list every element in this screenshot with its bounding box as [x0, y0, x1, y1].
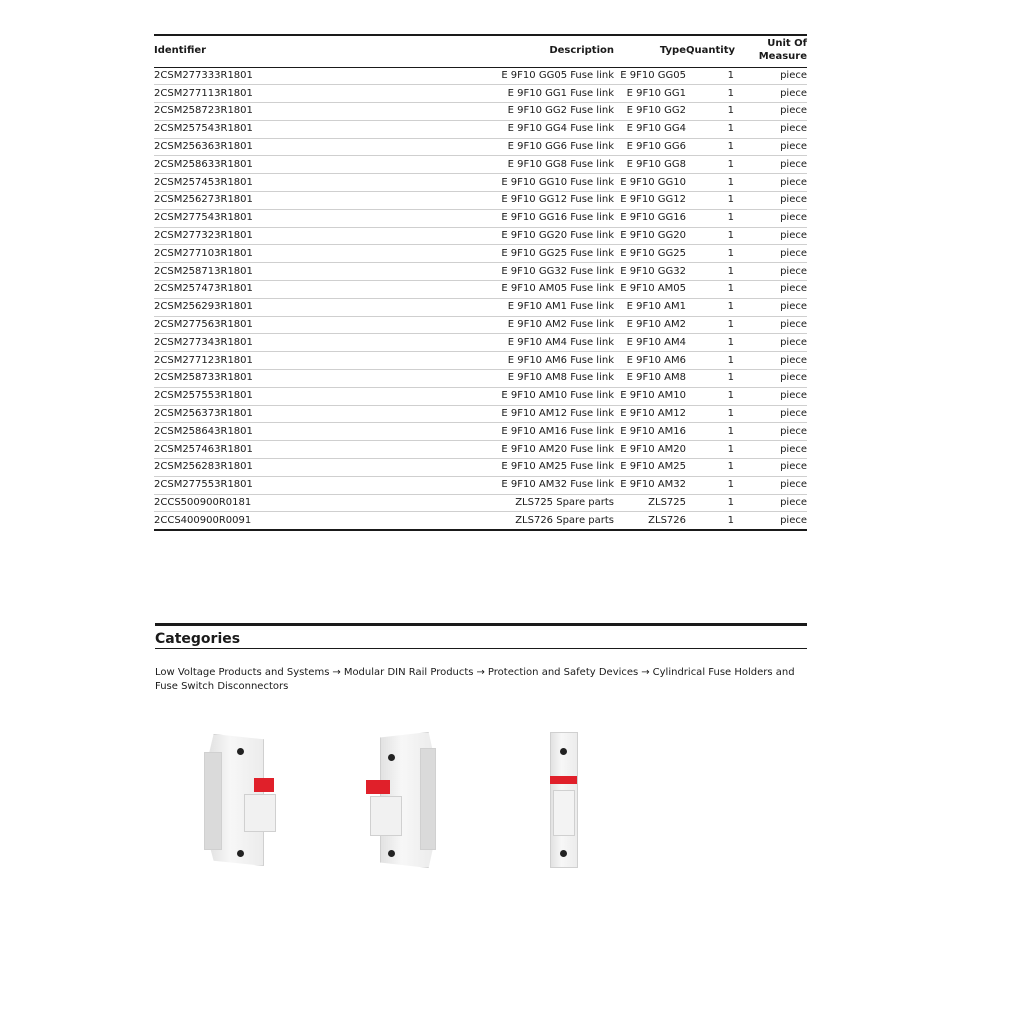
cell-unit: piece — [734, 156, 807, 174]
cell-unit: piece — [734, 263, 807, 281]
cell-unit: piece — [734, 120, 807, 138]
breadcrumb-separator: → — [332, 667, 341, 678]
cell-description: E 9F10 GG16 Fuse link — [414, 209, 614, 227]
cell-description: E 9F10 GG25 Fuse link — [414, 245, 614, 263]
cell-description: E 9F10 AM32 Fuse link — [414, 476, 614, 494]
table-row — [154, 245, 807, 263]
cell-description: E 9F10 AM12 Fuse link — [414, 405, 614, 423]
cell-identifier: 2CSM277103R1801 — [154, 245, 414, 263]
breadcrumb-separator: → — [641, 667, 650, 678]
cell-quantity: 1 — [686, 512, 734, 530]
cell-quantity: 1 — [686, 387, 734, 405]
parts-table — [154, 34, 807, 531]
cell-unit: piece — [734, 441, 807, 459]
cell-description: E 9F10 AM16 Fuse link — [414, 423, 614, 441]
header-unit-of-measure — [734, 35, 807, 67]
table-row — [154, 192, 807, 210]
cell-identifier: 2CSM258713R1801 — [154, 263, 414, 281]
cell-identifier: 2CSM277343R1801 — [154, 334, 414, 352]
cell-quantity: 1 — [686, 67, 734, 85]
cell-identifier: 2CSM277563R1801 — [154, 316, 414, 334]
cell-unit: piece — [734, 494, 807, 512]
cell-unit: piece — [734, 192, 807, 210]
cell-quantity: 1 — [686, 405, 734, 423]
cell-description: E 9F10 GG12 Fuse link — [414, 192, 614, 210]
header-description: Description — [549, 44, 614, 56]
table-row — [154, 459, 807, 477]
cell-unit: piece — [734, 103, 807, 121]
cell-type: ZLS726 — [614, 512, 686, 530]
cell-identifier: 2CCS400900R0091 — [154, 512, 414, 530]
cell-identifier: 2CSM257543R1801 — [154, 120, 414, 138]
cell-type: E 9F10 AM05 — [614, 281, 686, 299]
table-row — [154, 370, 807, 388]
cell-unit: piece — [734, 138, 807, 156]
cell-quantity: 1 — [686, 209, 734, 227]
table-row — [154, 352, 807, 370]
cell-unit: piece — [734, 281, 807, 299]
cell-type: E 9F10 GG32 — [614, 263, 686, 281]
cell-description: E 9F10 AM1 Fuse link — [414, 298, 614, 316]
cell-unit: piece — [734, 423, 807, 441]
cell-quantity: 1 — [686, 298, 734, 316]
table-row — [154, 156, 807, 174]
cell-quantity: 1 — [686, 263, 734, 281]
cell-unit: piece — [734, 334, 807, 352]
fuse-holder-side-icon — [366, 728, 436, 870]
cell-description: E 9F10 AM10 Fuse link — [414, 387, 614, 405]
cell-unit: piece — [734, 512, 807, 530]
table-row — [154, 103, 807, 121]
cell-type: E 9F10 AM20 — [614, 441, 686, 459]
cell-identifier: 2CSM258723R1801 — [154, 103, 414, 121]
breadcrumb-modular-din-rail[interactable]: Modular DIN Rail Products — [343, 667, 474, 678]
cell-type: E 9F10 GG05 — [614, 67, 686, 85]
cell-quantity: 1 — [686, 352, 734, 370]
table-row — [154, 298, 807, 316]
table-row — [154, 85, 807, 103]
cell-identifier: 2CSM256363R1801 — [154, 138, 414, 156]
cell-quantity: 1 — [686, 245, 734, 263]
table-row — [154, 405, 807, 423]
cell-identifier: 2CSM277333R1801 — [154, 67, 414, 85]
cell-type: E 9F10 AM16 — [614, 423, 686, 441]
cell-identifier: 2CSM256293R1801 — [154, 298, 414, 316]
cell-type: E 9F10 GG6 — [614, 138, 686, 156]
cell-type: E 9F10 AM6 — [614, 352, 686, 370]
table-row — [154, 263, 807, 281]
cell-type: ZLS725 — [614, 494, 686, 512]
cell-unit: piece — [734, 405, 807, 423]
cell-unit: piece — [734, 209, 807, 227]
cell-identifier: 2CSM256283R1801 — [154, 459, 414, 477]
cell-identifier: 2CSM257453R1801 — [154, 174, 414, 192]
table-row — [154, 227, 807, 245]
cell-description: ZLS726 Spare parts — [414, 512, 614, 530]
table-row — [154, 334, 807, 352]
table-row — [154, 209, 807, 227]
cell-identifier: 2CCS500900R0181 — [154, 494, 414, 512]
header-unit-line1: Unit Of — [767, 38, 807, 50]
cell-quantity: 1 — [686, 459, 734, 477]
table-row — [154, 441, 807, 459]
table-row — [154, 120, 807, 138]
cell-type: E 9F10 AM2 — [614, 316, 686, 334]
cell-unit: piece — [734, 316, 807, 334]
header-identifier: Identifier — [154, 44, 207, 56]
cell-description: E 9F10 GG20 Fuse link — [414, 227, 614, 245]
fuse-holder-narrow-icon — [550, 728, 578, 870]
table-row — [154, 174, 807, 192]
cell-type: E 9F10 AM12 — [614, 405, 686, 423]
cell-type: E 9F10 AM25 — [614, 459, 686, 477]
categories-heading-bar — [155, 623, 807, 649]
cell-quantity: 1 — [686, 120, 734, 138]
cell-type: E 9F10 GG1 — [614, 85, 686, 103]
header-type: Type — [659, 44, 686, 56]
breadcrumb-separator: → — [476, 667, 485, 678]
cell-unit: piece — [734, 85, 807, 103]
cell-identifier: 2CSM277323R1801 — [154, 227, 414, 245]
cell-unit: piece — [734, 67, 807, 85]
table-row — [154, 138, 807, 156]
cell-type: E 9F10 AM32 — [614, 476, 686, 494]
cell-quantity: 1 — [686, 423, 734, 441]
cell-type: E 9F10 GG16 — [614, 209, 686, 227]
cell-type: E 9F10 AM4 — [614, 334, 686, 352]
cell-identifier: 2CSM258643R1801 — [154, 423, 414, 441]
breadcrumb-protection-safety[interactable]: Protection and Safety Devices — [487, 667, 639, 678]
table-row — [154, 67, 807, 85]
cell-unit: piece — [734, 352, 807, 370]
cell-quantity: 1 — [686, 441, 734, 459]
cell-description: E 9F10 GG32 Fuse link — [414, 263, 614, 281]
table-row — [154, 316, 807, 334]
cell-quantity: 1 — [686, 281, 734, 299]
cell-quantity: 1 — [686, 85, 734, 103]
cell-type: E 9F10 GG20 — [614, 227, 686, 245]
cell-type: E 9F10 AM8 — [614, 370, 686, 388]
cell-description: E 9F10 AM8 Fuse link — [414, 370, 614, 388]
table-body — [154, 67, 807, 530]
table-row — [154, 387, 807, 405]
cell-description: E 9F10 GG1 Fuse link — [414, 85, 614, 103]
cell-quantity: 1 — [686, 316, 734, 334]
cell-description: E 9F10 AM2 Fuse link — [414, 316, 614, 334]
cell-unit: piece — [734, 476, 807, 494]
cell-description: E 9F10 GG05 Fuse link — [414, 67, 614, 85]
cell-description: ZLS725 Spare parts — [414, 494, 614, 512]
cell-quantity: 1 — [686, 494, 734, 512]
fuse-holder-front-icon — [204, 728, 276, 870]
cell-identifier: 2CSM277553R1801 — [154, 476, 414, 494]
cell-description: E 9F10 AM4 Fuse link — [414, 334, 614, 352]
cell-quantity: 1 — [686, 174, 734, 192]
cell-type: E 9F10 GG12 — [614, 192, 686, 210]
cell-description: E 9F10 GG6 Fuse link — [414, 138, 614, 156]
breadcrumb-cylindrical-fuse-holders[interactable]: Cylindrical Fuse Holders and Fuse Switch Disconnectors — [155, 667, 795, 692]
cell-quantity: 1 — [686, 192, 734, 210]
table-row — [154, 512, 807, 530]
cell-type: E 9F10 GG10 — [614, 174, 686, 192]
cell-identifier: 2CSM277113R1801 — [154, 85, 414, 103]
cell-description: E 9F10 GG10 Fuse link — [414, 174, 614, 192]
header-unit-line2: Measure — [758, 51, 807, 63]
cell-type: E 9F10 GG4 — [614, 120, 686, 138]
cell-description: E 9F10 AM05 Fuse link — [414, 281, 614, 299]
cell-unit: piece — [734, 174, 807, 192]
table-row — [154, 476, 807, 494]
cell-identifier: 2CSM257463R1801 — [154, 441, 414, 459]
cell-unit: piece — [734, 245, 807, 263]
cell-description: E 9F10 AM6 Fuse link — [414, 352, 614, 370]
category-breadcrumb — [155, 666, 807, 694]
categories-heading: Categories — [155, 631, 241, 647]
cell-description: E 9F10 GG2 Fuse link — [414, 103, 614, 121]
cell-description: E 9F10 AM25 Fuse link — [414, 459, 614, 477]
cell-type: E 9F10 AM10 — [614, 387, 686, 405]
cell-unit: piece — [734, 298, 807, 316]
cell-unit: piece — [734, 459, 807, 477]
table-row — [154, 494, 807, 512]
cell-quantity: 1 — [686, 156, 734, 174]
cell-identifier: 2CSM258733R1801 — [154, 370, 414, 388]
cell-quantity: 1 — [686, 138, 734, 156]
table-header-row — [154, 35, 807, 67]
cell-type: E 9F10 GG8 — [614, 156, 686, 174]
cell-identifier: 2CSM277543R1801 — [154, 209, 414, 227]
cell-identifier: 2CSM256373R1801 — [154, 405, 414, 423]
cell-quantity: 1 — [686, 476, 734, 494]
breadcrumb-low-voltage[interactable]: Low Voltage Products and Systems — [155, 667, 330, 678]
cell-unit: piece — [734, 370, 807, 388]
header-quantity: Quantity — [686, 44, 735, 56]
cell-type: E 9F10 GG2 — [614, 103, 686, 121]
cell-description: E 9F10 GG4 Fuse link — [414, 120, 614, 138]
cell-description: E 9F10 AM20 Fuse link — [414, 441, 614, 459]
cell-description: E 9F10 GG8 Fuse link — [414, 156, 614, 174]
cell-type: E 9F10 GG25 — [614, 245, 686, 263]
cell-identifier: 2CSM277123R1801 — [154, 352, 414, 370]
cell-type: E 9F10 AM1 — [614, 298, 686, 316]
cell-quantity: 1 — [686, 370, 734, 388]
cell-identifier: 2CSM258633R1801 — [154, 156, 414, 174]
cell-identifier: 2CSM257473R1801 — [154, 281, 414, 299]
cell-identifier: 2CSM257553R1801 — [154, 387, 414, 405]
table-row — [154, 281, 807, 299]
cell-identifier: 2CSM256273R1801 — [154, 192, 414, 210]
cell-quantity: 1 — [686, 334, 734, 352]
cell-quantity: 1 — [686, 227, 734, 245]
cell-unit: piece — [734, 227, 807, 245]
table-row — [154, 423, 807, 441]
cell-quantity: 1 — [686, 103, 734, 121]
cell-unit: piece — [734, 387, 807, 405]
